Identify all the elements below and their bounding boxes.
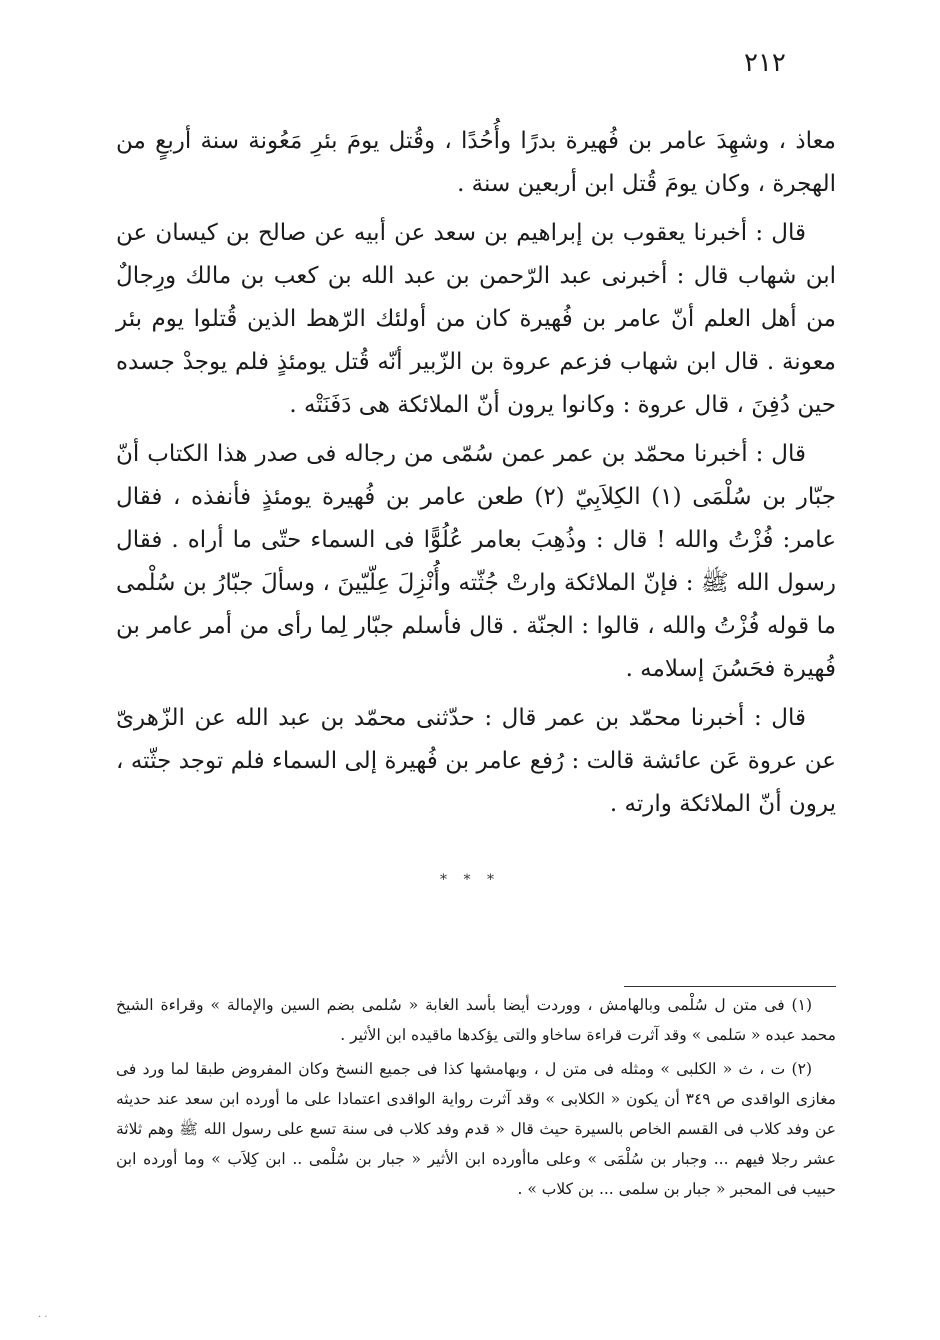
footnote-divider bbox=[624, 986, 836, 987]
paragraph-4: قال : أخبرنا محمّد بن عمر قال : حدّثنى محمّد بن عبد الله عن الزّهرىّ عن عروة عَن عائشة قالت : رُفع عامر بن فُهيرة إلى السماء فلم توجد جثّته ، يرون أنّ الملائكة وارته . bbox=[116, 705, 836, 817]
page-number: ٢١٢ bbox=[744, 48, 786, 78]
footnote-1: (١) فى متن ل سُلْمى وبالهامش ، ووردت أيضا بأسد الغابة « سُلمى بضم السين والإمالة » وقراءة الشيخ محمد عبده « سَلمى » وقد آثرت قراءة ساخاو والتى يؤكدها ماقيده ابن الأثير . bbox=[116, 996, 836, 1044]
paragraph-2: قال : أخبرنا يعقوب بن إبراهيم بن سعد عن أبيه عن صالح بن كيسان عن ابن شهاب قال : أخبرنى عبد الرّحمن بن عبد الله بن كعب بن مالك ورِجالٌ من أهل العلم أنّ عامر بن فُهيرة كان من أولئك الرّهط الذين قُتلوا يوم بئر معونة . قال ابن شهاب فزعم عروة بن الزّبير أنّه قُتل يومئذٍ فلم يوجدْ جسده حين دُفِنَ ، قال عروة : وكانوا يرون أنّ الملائكة هى دَفَنَتْه . bbox=[116, 220, 836, 418]
main-text-body bbox=[116, 120, 836, 832]
paragraph-3: قال : أخبرنا محمّد بن عمر عمن سُمّى من رجاله فى صدر هذا الكتاب أنّ جبّار بن سُلْمَى (١) الكِلاَبِيّ (٢) طعن عامر بن فُهيرة يومئذٍ فأنفذه ، فقال عامر: فُزْتُ والله ! قال : وذُهِبَ بعامر عُلُوًّا فى السماء حتّى ما أراه . فقال رسول الله ﷺ : فإنّ الملائكة وارتْ جُثّته وأُنْزِلَ عِلّيّينَ ، وسألَ جبّارُ بن سُلْمى ما قوله فُزْتُ والله ، قالوا : الجنّة . قال فأسلم جبّار لِما رأى من أمر عامر بن فُهيرة فحَسُنَ إسلامه . bbox=[116, 441, 836, 682]
footnote-2: (٢) ت ، ث « الكلبى » ومثله فى متن ل ، وبهامشها كذا فى جميع النسخ وكان المفروض طبقا لما ورد فى مغازى الواقدى ص ٣٤٩ أن يكون « الكلابى » وقد آثرت رواية الواقدى اعتمادا على ما أورده ابن سعد عند حديثه عن وفد كلاب فى القسم الخاص بالسيرة حيث قال « قدم وفد كلاب فى سنة تسع على رسول الله ﷺ وهم ثلاثة عشر رجلا فيهم ... وجبار بن سُلْمَى » وعلى ماأورده ابن الأثير « جبار بن سُلْمى .. ابن كِلاَب » وما أورده ابن حبيب فى المحبر « جبار بن سلمى ... بن كلاب » . bbox=[116, 1060, 836, 1198]
paragraph-1: معاذ ، وشهِدَ عامر بن فُهيرة بدرًا وأُحُدًا ، وقُتل يومَ بئرِ مَعُونة سنة أربعٍ من الهجرة ، وكان يومَ قُتل ابن أربعين سنة . bbox=[116, 128, 836, 197]
footnotes bbox=[116, 990, 836, 1208]
margin-scan-mark: · · bbox=[38, 1312, 48, 1323]
section-separator: * * * bbox=[440, 872, 500, 888]
